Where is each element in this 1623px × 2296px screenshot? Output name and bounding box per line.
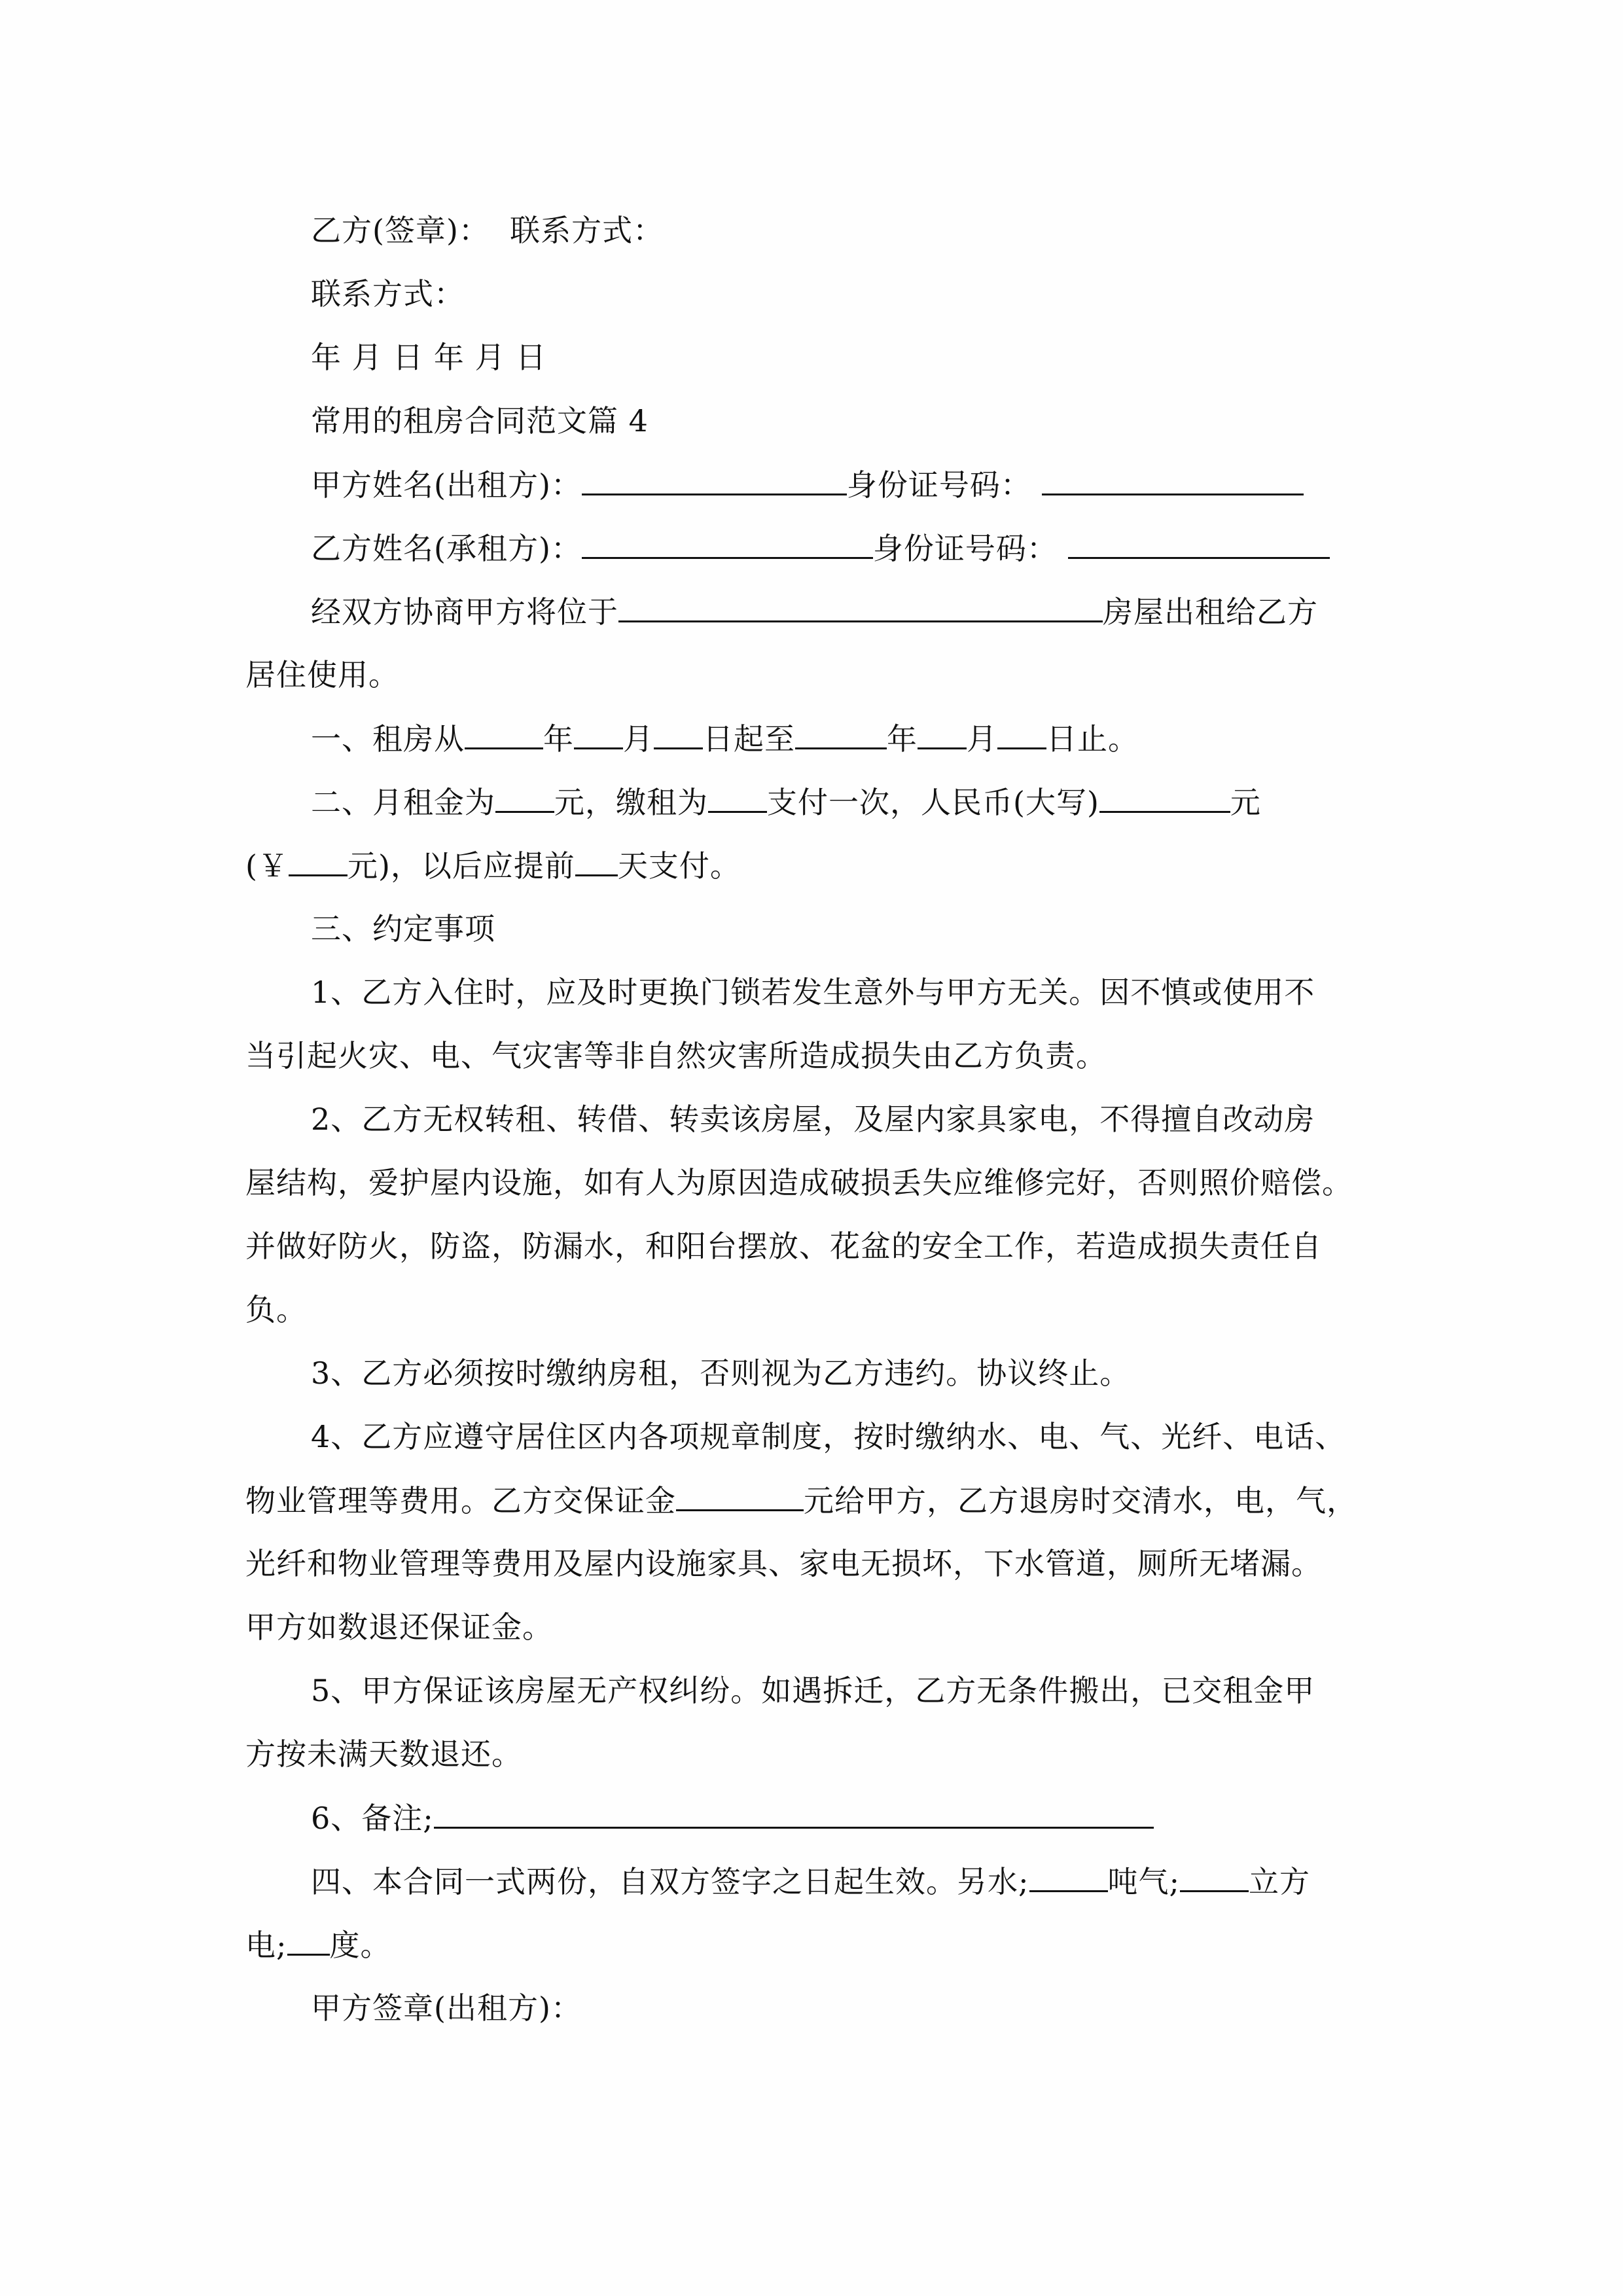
start-month-field[interactable] bbox=[574, 719, 623, 749]
item-1: 1、乙方入住时，应及时更换门锁若发生意外与甲方无关。因不慎或使用不 bbox=[311, 975, 1315, 1010]
kwh-label: 度。 bbox=[329, 1928, 391, 1963]
item-2: 2、乙方无权转租、转借、转卖该房屋，及屋内家具家电，不得擅自改动房 bbox=[311, 1102, 1315, 1137]
item-4-cont: 甲方如数退还保证金。 bbox=[245, 1609, 553, 1645]
party-a-name-label: 甲方姓名(出租方)： bbox=[311, 467, 582, 503]
property-line-cont: 居住使用。 bbox=[245, 657, 399, 692]
start-day-field[interactable] bbox=[654, 719, 703, 749]
rent-amount-field[interactable] bbox=[289, 846, 348, 876]
property-label: 经双方协商甲方将位于 bbox=[311, 594, 618, 630]
party-a-id-field[interactable] bbox=[1042, 465, 1304, 495]
day-to-label: 日起至 bbox=[703, 721, 795, 757]
clause-2-rent-cont bbox=[245, 846, 741, 886]
rmb-uppercase-field[interactable] bbox=[1099, 782, 1230, 813]
clause-3-heading: 三、约定事项 bbox=[311, 911, 495, 946]
end-year-field[interactable] bbox=[795, 719, 887, 749]
end-month-field[interactable] bbox=[918, 719, 967, 749]
yen-label: (￥ bbox=[245, 848, 289, 884]
year-label: 年 bbox=[543, 721, 574, 757]
party-b-name-line bbox=[311, 528, 1330, 568]
cubic-label: 立方 bbox=[1249, 1864, 1310, 1899]
property-line bbox=[311, 592, 1318, 632]
item-5: 5、甲方保证该房屋无产权纠纷。如遇拆迁，乙方无条件搬出，已交租金甲 bbox=[311, 1673, 1315, 1708]
contact-line: 联系方式： bbox=[311, 276, 465, 312]
date-line: 年 月 日 年 月 日 bbox=[311, 340, 547, 375]
electricity-field[interactable] bbox=[287, 1925, 330, 1956]
item-2-cont: 屋结构，爱护屋内设施，如有人为原因造成破损丢失应维修完好，否则照价赔偿。 bbox=[245, 1165, 1353, 1200]
party-a-signature-line: 甲方签章(出租方)： bbox=[311, 1990, 582, 2026]
party-a-id-label: 身份证号码： bbox=[846, 467, 1031, 503]
electricity-label: 电; bbox=[245, 1928, 287, 1963]
party-b-name-label: 乙方姓名(承租方)： bbox=[311, 531, 582, 566]
party-b-signature-label: 乙方(签章)： bbox=[311, 213, 490, 248]
payment-period-field[interactable] bbox=[708, 782, 767, 813]
rent-label: 二、月租金为 bbox=[311, 785, 495, 820]
term-label: 一、租房从 bbox=[311, 721, 465, 757]
item-4: 4、乙方应遵守居住区内各项规章制度，按时缴纳水、电、气、光纤、电话、 bbox=[311, 1419, 1346, 1454]
copies-label: 四、本合同一式两份，自双方签字之日起生效。另水; bbox=[311, 1864, 1029, 1899]
monthly-rent-field[interactable] bbox=[495, 782, 554, 813]
party-b-signature-line bbox=[311, 211, 664, 250]
party-b-name-field[interactable] bbox=[582, 528, 873, 559]
days-pay-label: 天支付。 bbox=[617, 848, 741, 884]
start-year-field[interactable] bbox=[465, 719, 543, 749]
clause-2-rent bbox=[311, 782, 1261, 822]
gas-label: 吨气; bbox=[1107, 1864, 1180, 1899]
party-b-id-field[interactable] bbox=[1068, 528, 1330, 559]
deposit-field[interactable] bbox=[676, 1480, 804, 1511]
deposit-suffix: 元给甲方，乙方退房时交清水，电，气， bbox=[804, 1483, 1357, 1518]
clause-1-term bbox=[311, 719, 1139, 759]
item-6-notes bbox=[311, 1798, 1154, 1838]
item-2-cont: 并做好防火，防盗，防漏水，和阳台摆放、花盆的安全工作，若造成损失责任自 bbox=[245, 1229, 1322, 1264]
payment-label: 元，缴租为 bbox=[554, 785, 708, 820]
property-address-field[interactable] bbox=[618, 592, 1103, 622]
party-b-id-label: 身份证号码： bbox=[872, 531, 1058, 566]
gas-field[interactable] bbox=[1180, 1861, 1249, 1892]
item-4-cont: 光纤和物业管理等费用及屋内设施家具、家电无损坏，下水管道，厕所无堵漏。 bbox=[245, 1546, 1322, 1581]
item-2-cont: 负。 bbox=[245, 1292, 307, 1327]
yuan-label: 元 bbox=[1230, 785, 1261, 820]
item-5-cont: 方按未满天数退还。 bbox=[245, 1736, 522, 1772]
advance-days-field[interactable] bbox=[575, 846, 618, 876]
day-end-label: 日止。 bbox=[1046, 721, 1139, 757]
item-3: 3、乙方必须按时缴纳房租，否则视为乙方违约。协议终止。 bbox=[311, 1355, 1131, 1391]
rmb-label: 支付一次，人民币(大写) bbox=[767, 785, 1099, 820]
clause-4-cont bbox=[245, 1925, 391, 1965]
item-1-cont: 当引起火灾、电、气灾害等非自然灾害所造成损失由乙方负责。 bbox=[245, 1038, 1107, 1073]
year-label: 年 bbox=[887, 721, 918, 757]
end-day-field[interactable] bbox=[997, 719, 1046, 749]
section-title: 常用的租房合同范文篇 4 bbox=[311, 403, 649, 439]
party-a-name-line bbox=[311, 465, 1304, 505]
month-label: 月 bbox=[967, 721, 997, 757]
party-a-name-field[interactable] bbox=[582, 465, 847, 495]
notes-label: 6、备注; bbox=[311, 1801, 434, 1836]
month-label: 月 bbox=[623, 721, 654, 757]
water-field[interactable] bbox=[1029, 1861, 1108, 1892]
deposit-label: 物业管理等费用。乙方交保证金 bbox=[245, 1483, 676, 1518]
item-4-cont bbox=[245, 1480, 1357, 1520]
property-suffix: 房屋出租给乙方 bbox=[1103, 594, 1318, 630]
advance-label: 元)，以后应提前 bbox=[347, 848, 575, 884]
clause-4 bbox=[311, 1861, 1310, 1901]
notes-field[interactable] bbox=[434, 1798, 1154, 1829]
contact-label: 联系方式： bbox=[510, 213, 664, 248]
